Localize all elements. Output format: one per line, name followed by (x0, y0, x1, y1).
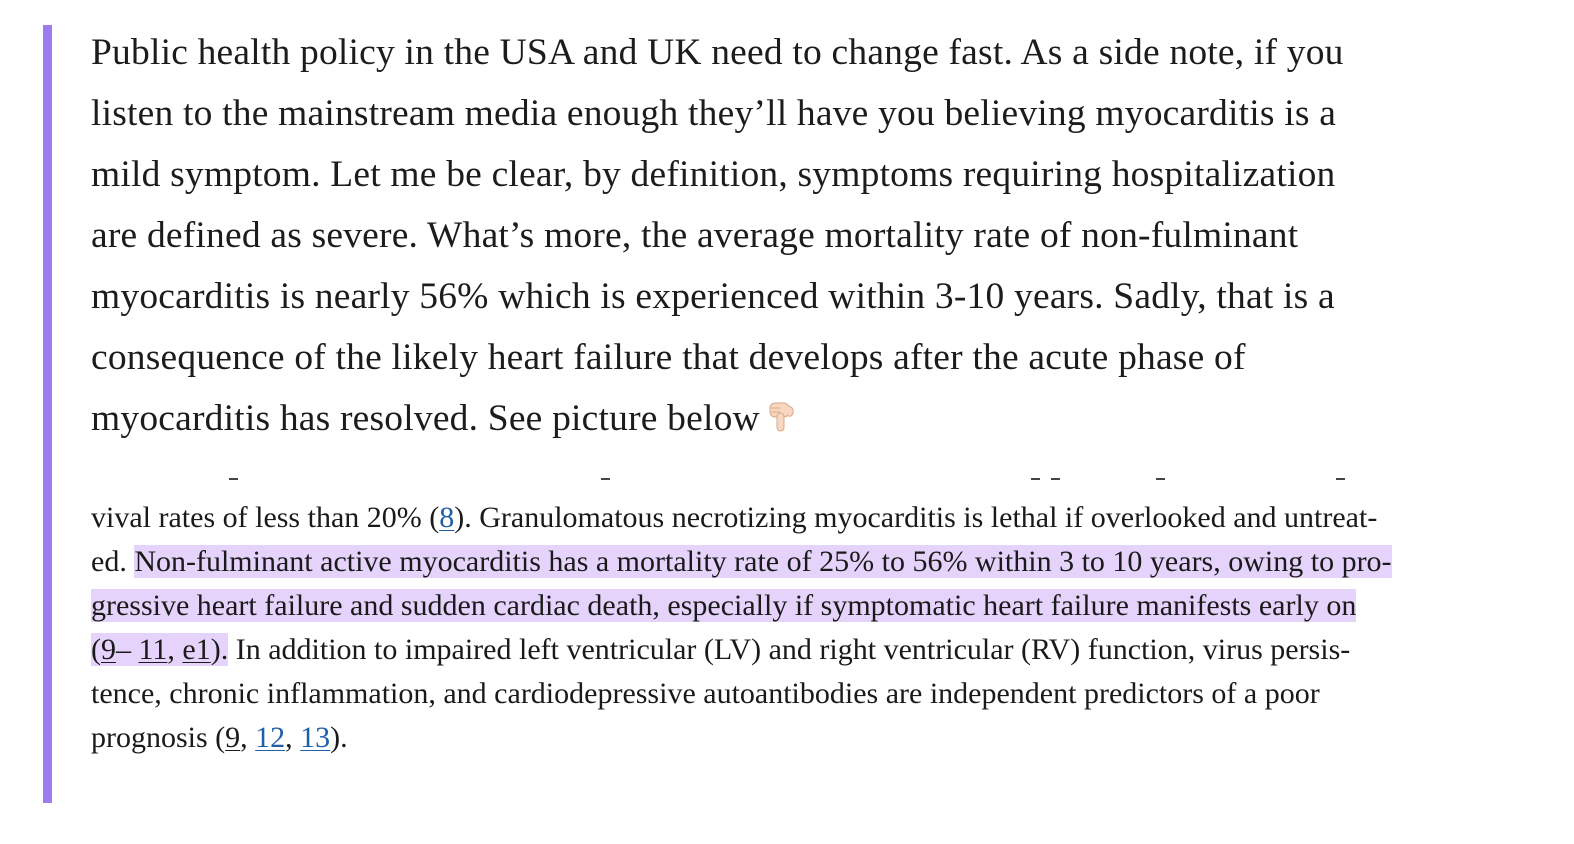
excerpt-line (91, 584, 1511, 628)
article-excerpt-image (0, 470, 1574, 770)
citation-link[interactable]: 9 (225, 721, 241, 754)
quote-line: are defined as severe. What’s more, the average mortality rate of non-fulminant (91, 215, 1299, 256)
excerpt-line: tence, chronic inflammation, and cardiodepressive autoantibodies are independent predictors of a poor (91, 677, 1320, 710)
highlighted-text: Non-fulminant active myocarditis has a mortality rate of 25% to 56% within 3 to 10 years, owing to pro- (134, 545, 1392, 578)
quote-line-text: myocarditis has resolved. See picture below (91, 398, 760, 439)
citation-link[interactable]: 9 (101, 633, 116, 666)
citation-link[interactable]: 13 (300, 721, 331, 754)
quote-line: Public health policy in the USA and UK need to change fast. As a side note, if you (91, 32, 1344, 73)
excerpt-line: prognosis (9, 12, 13). (91, 721, 348, 754)
highlighted-text: (9– 11, e1). (91, 633, 229, 666)
quote-line: mild symptom. Let me be clear, by definition, symptoms requiring hospitalization (91, 154, 1336, 195)
pointing-down-hand-icon (768, 399, 798, 435)
excerpt-line: vival rates of less than 20% (8). Granulomatous necrotizing myocarditis is lethal if overlooked and untreat- (91, 501, 1378, 534)
excerpt-text (91, 496, 1511, 760)
quote-line-last (91, 388, 1491, 449)
citation-link[interactable]: 8 (439, 501, 455, 534)
cropped-text-remnants (91, 478, 1491, 484)
citation-link[interactable]: e1 (182, 633, 211, 666)
excerpt-line: (9– 11, e1). In addition to impaired left ventricular (LV) and right ventricular (RV) function, virus persis- (91, 633, 1351, 666)
quote-line: consequence of the likely heart failure that develops after the acute phase of (91, 337, 1246, 378)
citation-link[interactable]: 12 (255, 721, 286, 754)
citation-link[interactable]: 11 (138, 633, 168, 666)
excerpt-line: ed. Non-fulminant active myocarditis has a mortality rate of 25% to 56% within 3 to 10 years, owing to pro- (91, 545, 1392, 578)
quote-line: myocarditis is nearly 56% which is experienced within 3-10 years. Sadly, that is a (91, 276, 1335, 317)
quote-line: listen to the mainstream media enough they’ll have you believing myocarditis is a (91, 93, 1337, 134)
blockquote-text (91, 22, 1491, 449)
highlighted-text: gressive heart failure and sudden cardiac death, especially if symptomatic heart failure manifests early on (91, 589, 1357, 622)
